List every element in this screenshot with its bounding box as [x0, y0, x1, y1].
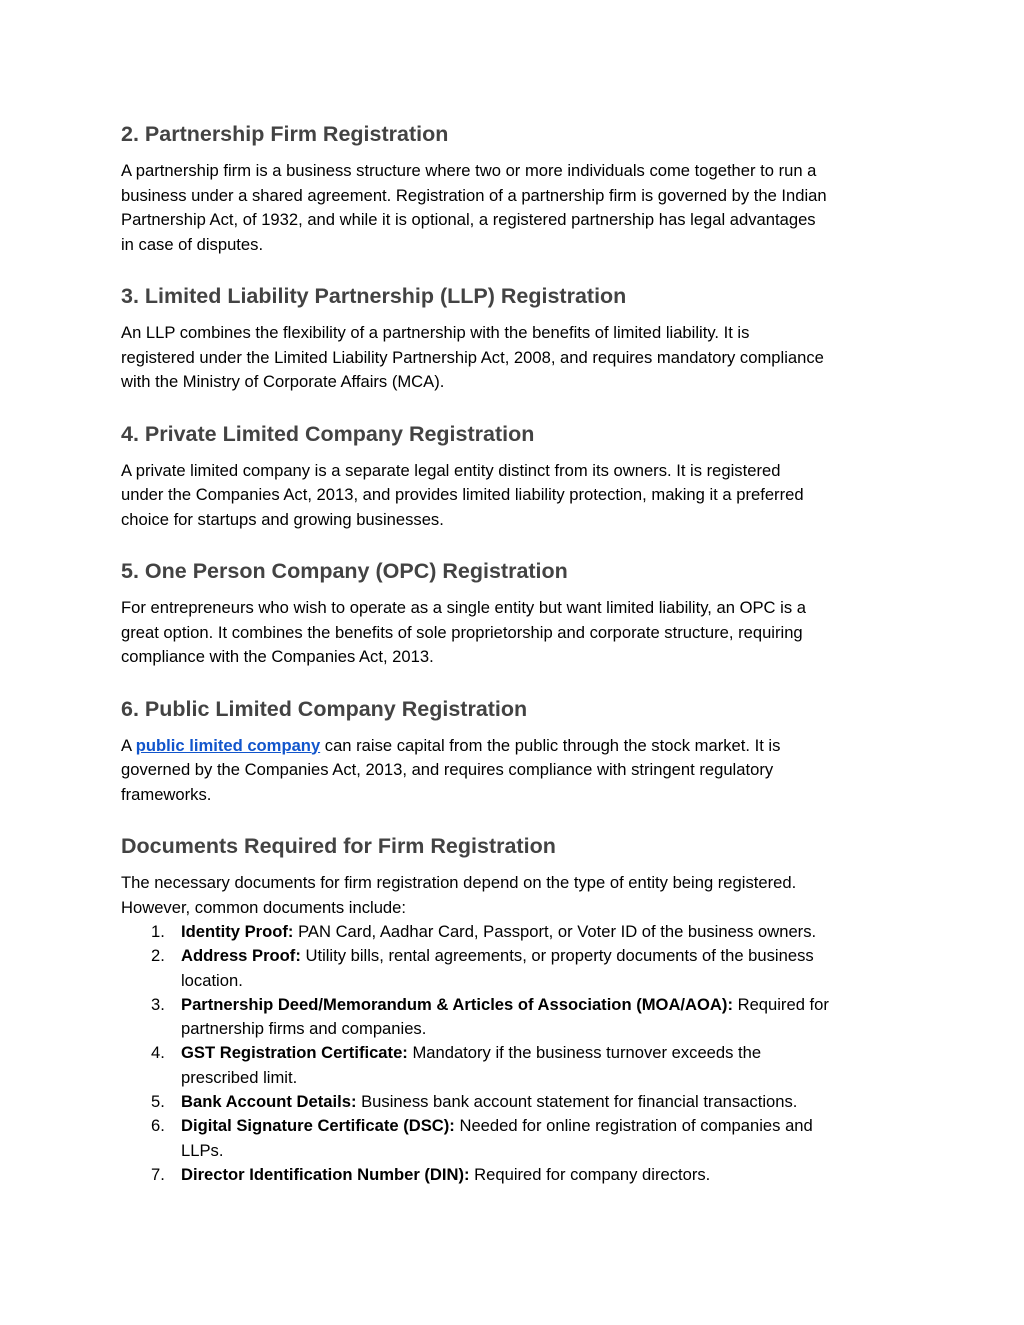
item-label: Director Identification Number (DIN): [181, 1164, 470, 1184]
section-heading: 5. One Person Company (OPC) Registration [121, 559, 568, 583]
paragraph-line: compliance with the Companies Act, 2013. [121, 647, 434, 666]
section-llp [121, 281, 911, 395]
section-heading: 6. Public Limited Company Registration [121, 696, 528, 721]
paragraph-line: frameworks. [121, 784, 212, 804]
list-number: 1. [151, 922, 165, 941]
paragraph-line: The necessary documents for firm registration depend on the type of entity being registered. [121, 873, 797, 892]
item-text-cont: prescribed limit. [181, 1067, 298, 1087]
item-text-cont: LLPs. [181, 1140, 224, 1160]
list-number: 7. [151, 1164, 165, 1184]
paragraph-line: choice for startups and growing businesses. [121, 509, 444, 529]
item-label: Digital Signature Certificate (DSC): [181, 1116, 455, 1136]
item-label: Bank Account Details: [181, 1092, 357, 1112]
list-item [121, 1114, 911, 1163]
document-page [121, 119, 911, 1187]
section-heading: 3. Limited Liability Partnership (LLP) Registration [121, 284, 627, 308]
item-text-cont: partnership firms and companies. [181, 1019, 427, 1039]
item-text: Business bank account statement for financial transactions. [356, 1092, 798, 1112]
list-number: 6. [151, 1116, 165, 1136]
documents-list [121, 920, 911, 1187]
list-number: 2. [151, 946, 165, 966]
list-item [121, 944, 911, 993]
paragraph-line: under the Companies Act, 2013, and provides limited liability protection, making it a preferred [121, 485, 804, 504]
item-text: Needed for online registration of companies and [454, 1116, 813, 1136]
paragraph-line: A partnership firm is a business structure where two or more individuals come together to run a [121, 161, 817, 180]
paragraph-line: A private limited company is a separate legal entity distinct from its owners. It is registered [121, 460, 781, 480]
paragraph-line: with the Ministry of Corporate Affairs (MCA). [121, 372, 445, 391]
paragraph-line: governed by the Companies Act, 2013, and requires compliance with stringent regulatory [121, 760, 774, 779]
text-run: A [121, 735, 136, 755]
list-item [121, 1090, 911, 1114]
paragraph-line: Partnership Act, of 1932, and while it is optional, a registered partnership has legal advantages [121, 210, 816, 229]
paragraph-line: great option. It combines the benefits of sole proprietorship and corporate structure, requiring [121, 622, 803, 642]
paragraph-line: registered under the Limited Liability Partnership Act, 2008, and requires mandatory compliance [121, 347, 824, 367]
paragraph-line [121, 734, 911, 759]
item-label: Address Proof: [181, 946, 301, 966]
list-number: 5. [151, 1092, 165, 1112]
item-text: Mandatory if the business turnover exceeds the [407, 1043, 762, 1063]
section-public-limited [121, 694, 911, 808]
section-heading: 2. Partnership Firm Registration [121, 122, 449, 146]
item-label: GST Registration Certificate: [181, 1043, 408, 1063]
item-text: Required for [732, 994, 829, 1014]
item-text-cont: location. [181, 970, 243, 990]
public-limited-company-link[interactable]: public limited company [135, 735, 321, 755]
section-heading: 4. Private Limited Company Registration [121, 421, 535, 446]
list-number: 4. [151, 1043, 165, 1063]
section-heading: Documents Required for Firm Registration [121, 834, 556, 858]
list-item [121, 1163, 911, 1187]
list-item [121, 993, 911, 1042]
item-text: PAN Card, Aadhar Card, Passport, or Voter ID of the business owners. [293, 922, 817, 941]
section-private-limited [121, 419, 911, 533]
list-item [121, 920, 911, 944]
section-documents [121, 831, 911, 1187]
paragraph-line: For entrepreneurs who wish to operate as a single entity but want limited liability, an OPC is a [121, 598, 806, 617]
paragraph-line: business under a shared agreement. Registration of a partnership firm is governed by the Indian [121, 185, 827, 205]
item-label: Partnership Deed/Memorandum & Articles of Association (MOA/AOA): [181, 994, 733, 1014]
item-text: Utility bills, rental agreements, or property documents of the business [300, 946, 814, 966]
list-number: 3. [151, 994, 165, 1014]
section-opc [121, 556, 911, 670]
section-partnership-firm [121, 119, 911, 257]
text-run: can raise capital from the public through the stock market. It is [320, 735, 781, 755]
paragraph-line: in case of disputes. [121, 234, 264, 254]
list-item [121, 1041, 911, 1090]
item-text: Required for company directors. [469, 1164, 711, 1184]
paragraph-line: However, common documents include: [121, 897, 406, 917]
paragraph-line: An LLP combines the flexibility of a partnership with the benefits of limited liability. It is [121, 323, 750, 342]
item-label: Identity Proof: [181, 922, 294, 941]
